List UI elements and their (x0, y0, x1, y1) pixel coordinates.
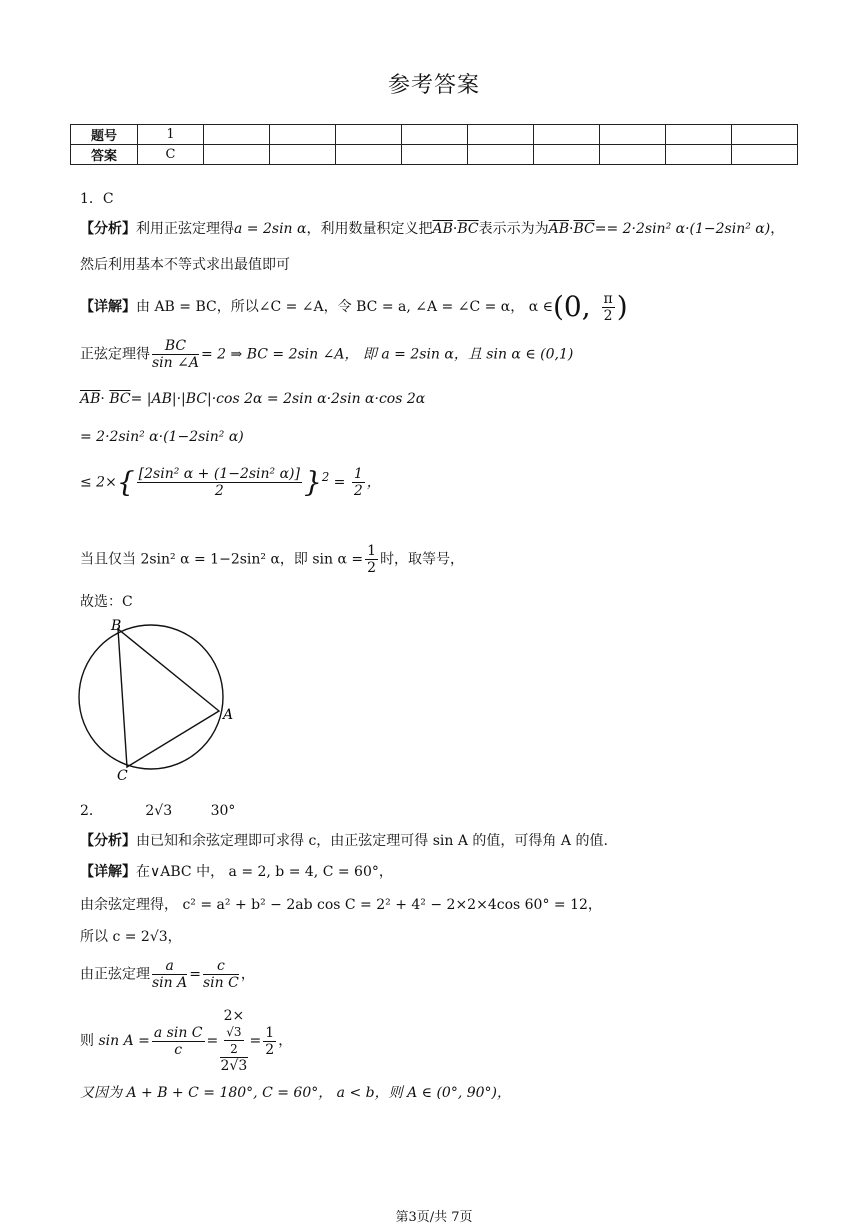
q1-sine-law (80, 338, 573, 371)
q1-equation-2: = 2·2sin² α·(1−2sin² α) (80, 429, 244, 445)
table-cell (534, 145, 600, 165)
frac-num: c (203, 958, 239, 975)
frac-num: √3 (226, 1025, 242, 1039)
frac-one-half (263, 1025, 276, 1058)
frac-c-sinC (203, 958, 239, 991)
table-cell (204, 125, 270, 145)
frac-den: 2 (353, 483, 363, 499)
vector-ab-3: $\overline{AB}$ (80, 391, 101, 407)
dot-product-rest: = |AB|·|BC|·cos 2α = 2sin α·2sin α·cos 2α (130, 391, 426, 407)
frac-den: 2 (265, 1041, 275, 1058)
frac-den: c (174, 1041, 183, 1058)
table-cell (666, 125, 732, 145)
equality-end: 时，取等号， (380, 551, 465, 568)
table-cell (600, 125, 666, 145)
vector-bc-3: $\overline{BC}$ (109, 391, 131, 407)
vector-ab-2: $\overline{AB}$ (548, 221, 569, 237)
frac-den: 2 (214, 483, 224, 499)
frac-num: a sin C (153, 1024, 203, 1041)
q2-detail (80, 861, 393, 881)
sine-law-fraction (152, 338, 199, 371)
vector-bc: $\overline{BC}$ (457, 221, 479, 237)
frac-num: 1 (367, 543, 377, 559)
q2-last-line: 又因为 A + B + C = 180°, C = 60°， a < b，则 A ∈ (0°, 90°)， (80, 1085, 511, 1101)
table-cell (468, 145, 534, 165)
sine-law-result: = 2 ⇒ BC = 2sin ∠A， 即 a = 2sin α，且 sin α ∈ (0,1) (200, 346, 574, 363)
q2-cos-law: 由余弦定理得， c² = a² + b² − 2ab cos C = 2² + 4² − 2×2×4cos 60° = 12， (80, 897, 602, 913)
analysis-eq-2: == 2·2sin² α·(1−2sin² α) (594, 221, 771, 237)
analysis-tag: 【分析】 (80, 833, 136, 849)
answer-table-number-row (71, 125, 798, 145)
analysis-text-1: 利用正弦定理得 (136, 221, 234, 237)
table-cell (468, 125, 534, 145)
detail-text: 由 AB = BC，所以∠C = ∠A，令 BC = a, ∠A = ∠C = α， α ∈ (136, 299, 553, 315)
table-cell (336, 145, 402, 165)
analysis-eq-1: a = 2sin α (234, 221, 307, 237)
table-cell (270, 145, 336, 165)
frac-a-sinA (152, 958, 187, 991)
q1-equality (80, 543, 464, 576)
table-cell (600, 145, 666, 165)
ineq-fraction (137, 466, 302, 499)
frac-num: π (603, 290, 613, 307)
equality-text: 当且仅当 2sin² α = 1−2sin² α，即 sin α = (80, 551, 364, 568)
page-title: 参考答案 (387, 73, 480, 98)
frac-num: 1 (353, 466, 363, 482)
vector-ab: $\overline{AB}$ (432, 221, 453, 237)
frac-num: a (152, 958, 187, 975)
brace-open: { (116, 465, 135, 499)
table-cell (732, 145, 798, 165)
table-cell (534, 125, 600, 145)
sinA-label: sin A = (98, 1033, 150, 1049)
table-cell (336, 125, 402, 145)
table-cell (666, 145, 732, 165)
table-cell (732, 125, 798, 145)
table-header-answer: 答案 (71, 145, 138, 165)
q2-answer-1: 2√3 (145, 803, 173, 819)
q1-detail (80, 290, 628, 324)
q2-sine-law: 由正弦定理 $\frac{a}{\text{sin A}}$ = $\frac{c}{\text{sin C}}$ ， (80, 958, 255, 991)
frac-sqrt3-over-2 (224, 1024, 243, 1057)
sine-law-end: ， (240, 966, 255, 983)
q2-sinA: 则 sin A = $\frac{\text{a sin C}}{c}$ = 2× √3 2 2√3 = $\frac{1}{2}$ ， (80, 1008, 293, 1074)
frac-compound (220, 1008, 247, 1074)
ineq-result (352, 466, 365, 499)
ineq-prefix: ≤ 2× (80, 474, 117, 491)
q1-choice: 故选：C (80, 594, 133, 610)
open-paren: (0, (552, 290, 600, 323)
pi-over-two (602, 291, 615, 324)
table-cell (270, 125, 336, 145)
frac-den: sin ∠A (152, 355, 199, 371)
q2-heading (80, 800, 235, 820)
vector-bc-2: $\overline{BC}$ (573, 221, 595, 237)
page-footer: 第3页/共 7页 (395, 1210, 473, 1225)
equality-fraction (365, 543, 378, 576)
analysis-text: 由已知和余弦定理即可求得 c，由正弦定理可得 sin A 的值，可得角 A 的值. (136, 833, 608, 849)
label-a: A (223, 707, 234, 723)
close-paren: ) (616, 290, 628, 323)
frac-num: BC (152, 338, 199, 355)
table-cell: C (138, 145, 204, 165)
q1-analysis-line2: 然后利用基本不等式求出最值即可 (80, 257, 290, 273)
frac-den: sin A (152, 975, 188, 991)
answer-table-answer-row (71, 145, 798, 165)
brace-close: } (303, 465, 322, 499)
q2-analysis (80, 830, 608, 850)
sine-law-text: 正弦定理得 (80, 346, 150, 363)
frac-num: 1 (265, 1024, 275, 1041)
frac-den: sin C (202, 975, 239, 991)
frac-num-prefix: 2× (223, 1008, 245, 1024)
q1-heading: 1．C (80, 191, 114, 207)
frac-asinC-c (152, 1025, 205, 1058)
q2-number: 2． (80, 803, 103, 819)
label-c: C (117, 768, 128, 784)
sinA-end: ， (278, 1033, 293, 1049)
table-cell (204, 145, 270, 165)
q1-inequality: ≤ 2×{ $\frac{\text{[2sin² α + (1−2sin² α)]}}{2}$ }$^2$ = $\frac{1}{2}$ ， (80, 465, 381, 499)
then-text: 则 (80, 1033, 94, 1049)
frac-den: 2 (603, 307, 613, 324)
q1-analysis: 【分析】利用正弦定理得a = 2sin α，利用数量积定义把$\overline{AB}\cdot\overline{BC}$表示示为为$\overline{AB}\cdot\overline{BC}== 2\cdot 2\sin^2$ α·(1−2sin² α)， (80, 221, 785, 237)
triangle-circle-figure (75, 615, 245, 785)
detail-text: 在∨ABC 中， a = 2, b = 4, C = 60°， (136, 864, 393, 880)
frac-den: 2 (367, 560, 377, 576)
q2-answer-2: 30° (210, 803, 236, 819)
label-b: B (111, 618, 122, 634)
table-header-number: 题号 (71, 125, 138, 145)
ineq-end: ， (366, 474, 381, 491)
detail-tag: 【详解】 (80, 299, 136, 315)
dot: · (100, 391, 110, 407)
answer-table (70, 124, 798, 165)
sine-law-text: 由正弦定理 (80, 966, 150, 983)
analysis-text-3: 表示示为为 (478, 221, 549, 237)
table-cell (402, 125, 468, 145)
analysis-comma: ， (770, 221, 785, 237)
q2-so-c: 所以 c = 2√3， (80, 929, 182, 945)
table-cell: 1 (138, 125, 204, 145)
frac-den: 2√3 (220, 1058, 248, 1074)
detail-tag: 【详解】 (80, 864, 136, 880)
analysis-text-2: ，利用数量积定义把 (306, 221, 433, 237)
ineq-exponent: 2 (321, 469, 330, 484)
frac-den: 2 (230, 1042, 238, 1056)
frac-num (220, 1008, 247, 1058)
analysis-tag: 【分析】 (80, 221, 136, 237)
frac-num: [2sin² α + (1−2sin² α)] (138, 466, 300, 482)
q1-dot-product (80, 391, 425, 407)
table-cell (402, 145, 468, 165)
